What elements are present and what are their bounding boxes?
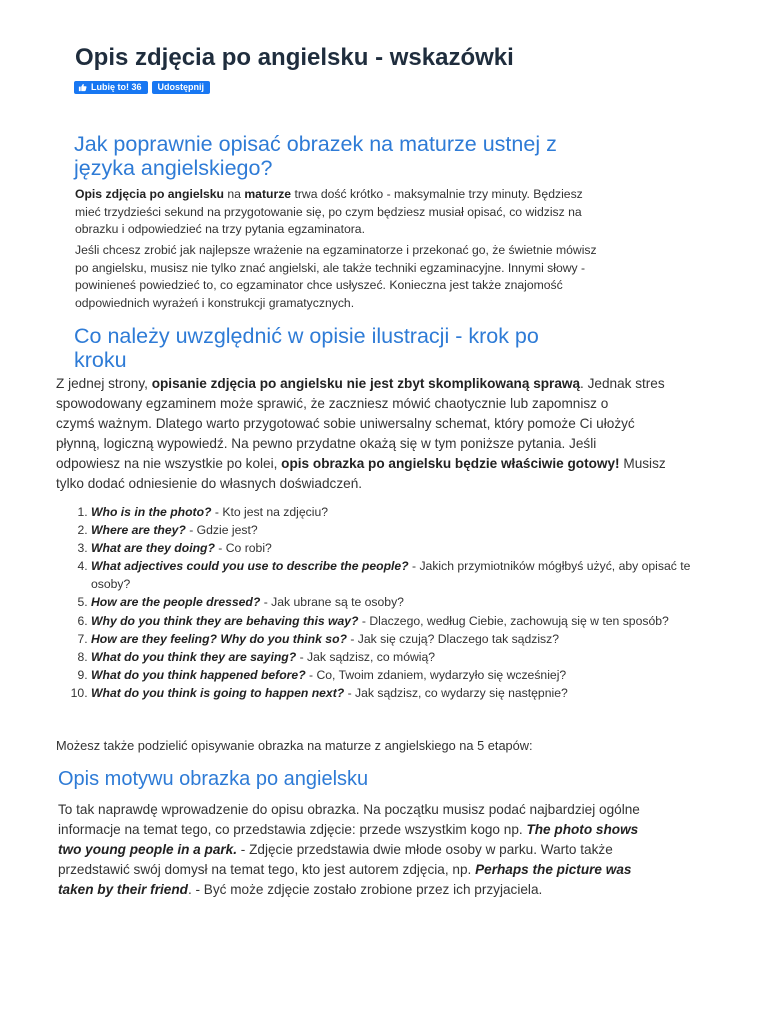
list-item [91, 521, 741, 539]
question-text: Where are they? [91, 523, 186, 538]
facebook-like-button[interactable] [74, 81, 148, 94]
text: odpowiednich wyrażeń i konstrukcji gramatycznych. [75, 295, 355, 310]
answer-text: - Jak sądzisz, co wydarzy się następnie? [344, 685, 568, 700]
facebook-share-button[interactable] [152, 81, 211, 94]
answer-text: - Co robi? [214, 541, 272, 556]
list-item [91, 666, 741, 684]
paragraph-stages: Możesz także podzielić opisywanie obrazka na maturze z angielskiego na 5 etapów: [56, 738, 533, 753]
like-button-label: Lubię to! 36 [91, 82, 142, 92]
text: przedstawić swój domysł na temat tego, kto jest autorem zdjęcia, np. [58, 862, 476, 877]
list-item [91, 612, 691, 630]
list-item [91, 593, 741, 611]
paragraph-steps-intro [56, 374, 726, 494]
section-heading-3: Opis motywu obrazka po angielsku [58, 768, 369, 790]
heading-line: kroku [74, 348, 127, 372]
list-item [91, 684, 741, 702]
heading-line: Jak poprawnie opisać obrazek na maturze ustnej z [74, 132, 557, 156]
italic-example: two young people in a park. [58, 842, 238, 857]
question-text: Who is in the photo? [91, 505, 212, 519]
section-heading-1 [74, 132, 557, 180]
text: obrazku i odpowiedzieć na trzy pytania egzaminatora. [75, 222, 365, 236]
question-text: What do you think happened before? [91, 667, 306, 682]
paragraph-intro [75, 186, 715, 239]
bold-text: maturze [244, 187, 292, 201]
text: na [224, 187, 245, 201]
thumbs-up-icon [78, 83, 87, 92]
text: Z jednej strony, [56, 376, 152, 391]
text: po angielsku, musisz nie tylko znać angielski, ale także techniki egzaminacyjne. Innymi słowy - [75, 260, 586, 275]
section-heading-2 [74, 324, 539, 372]
italic-example: Perhaps the picture was [475, 862, 632, 877]
text: powinieneś powiedzieć to, co egzaminator chce usłyszeć. Konieczna jest także znajomość [75, 278, 563, 292]
list-item [91, 630, 741, 648]
list-item [91, 557, 711, 593]
text: To tak naprawdę wprowadzenie do opisu obrazka. Na początku musisz podać najbardziej ogólne [58, 802, 640, 817]
page-title: Opis zdjęcia po angielsku - wskazówki [75, 44, 514, 71]
bold-text: opis obrazka po angielsku będzie właściwie gotowy! [281, 456, 620, 471]
answer-text: - Gdzie jest? [185, 523, 258, 538]
text: Jeśli chcesz zrobić jak najlepsze wrażenie na egzaminatorze i przekonać go, że świetnie mówisz [75, 243, 597, 257]
text: . - Być może zdjęcie zostało zrobione przez ich przyjaciela. [187, 882, 543, 897]
list-item [91, 539, 741, 557]
list-item [91, 503, 741, 521]
text: płynną, logiczną wypowiedź. Na pewno przydatne okażą się w tym poniższe pytania. Jeśli [56, 436, 597, 451]
text: mieć trzydzieści sekund na przygotowanie się, po czym będziesz musiał opisać, co widzisz na [75, 204, 582, 219]
share-button-label: Udostępnij [157, 82, 205, 92]
bold-text: opisanie zdjęcia po angielsku nie jest zbyt skomplikowaną sprawą [151, 376, 581, 391]
paragraph-advice [75, 242, 725, 312]
text: spowodowany egzaminem może sprawić, że zaczniesz mówić chaotycznie lub zapomnisz o [56, 396, 609, 411]
text: odpowiesz na nie wszystkie po kolei, [56, 456, 282, 471]
question-text: Why do you think they are behaving this way? [91, 613, 359, 628]
questions-list [71, 503, 741, 702]
answer-text: - Jak się czują? Dlaczego tak sądzisz? [346, 631, 559, 646]
question-text: How are the people dressed? [91, 595, 261, 610]
question-text: What do you think they are saying? [91, 649, 297, 664]
answer-text: - Dlaczego, według Ciebie, zachowują się w ten sposób? [358, 613, 669, 628]
text: Musisz [619, 456, 666, 471]
question-text: What are they doing? [91, 541, 215, 556]
text: - Zdjęcie przedstawia dwie młode osoby w parku. Warto także [237, 842, 613, 857]
italic-example: The photo shows [526, 822, 639, 837]
answer-text: - Jakich przymiotników mógłbyś użyć, aby opisać te osoby? [91, 559, 691, 592]
social-buttons [74, 81, 210, 94]
paragraph-motif [58, 800, 738, 900]
answer-text: - Jak sądzisz, co mówią? [296, 649, 436, 664]
answer-text: - Jak ubrane są te osoby? [260, 595, 404, 610]
text: trwa dość krótko - maksymalnie trzy minuty. Będziesz [291, 187, 583, 201]
heading-line: języka angielskiego? [74, 156, 273, 180]
question-text: What do you think is going to happen next? [91, 685, 345, 700]
text: czymś ważnym. Dlatego warto przygotować sobie uniwersalny schemat, który pomoże Ci ułożyć [56, 416, 635, 431]
question-text: What adjectives could you use to describe the people? [91, 559, 409, 574]
bold-text: Opis zdjęcia po angielsku [75, 187, 224, 201]
list-item [91, 648, 741, 666]
text: tylko dodać odniesienie do własnych doświadczeń. [56, 476, 363, 491]
question-text: How are they feeling? Why do you think so? [91, 631, 347, 646]
answer-text: - Kto jest na zdjęciu? [211, 505, 329, 519]
answer-text: - Co, Twoim zdaniem, wydarzyło się wcześniej? [305, 667, 567, 682]
italic-example: taken by their friend [58, 882, 188, 897]
text: informacje na temat tego, co przedstawia zdjęcie: przede wszystkim kogo np. [58, 822, 527, 837]
text: . Jednak stres [580, 376, 665, 391]
heading-line: Co należy uwzględnić w opisie ilustracji - krok po [74, 324, 539, 348]
